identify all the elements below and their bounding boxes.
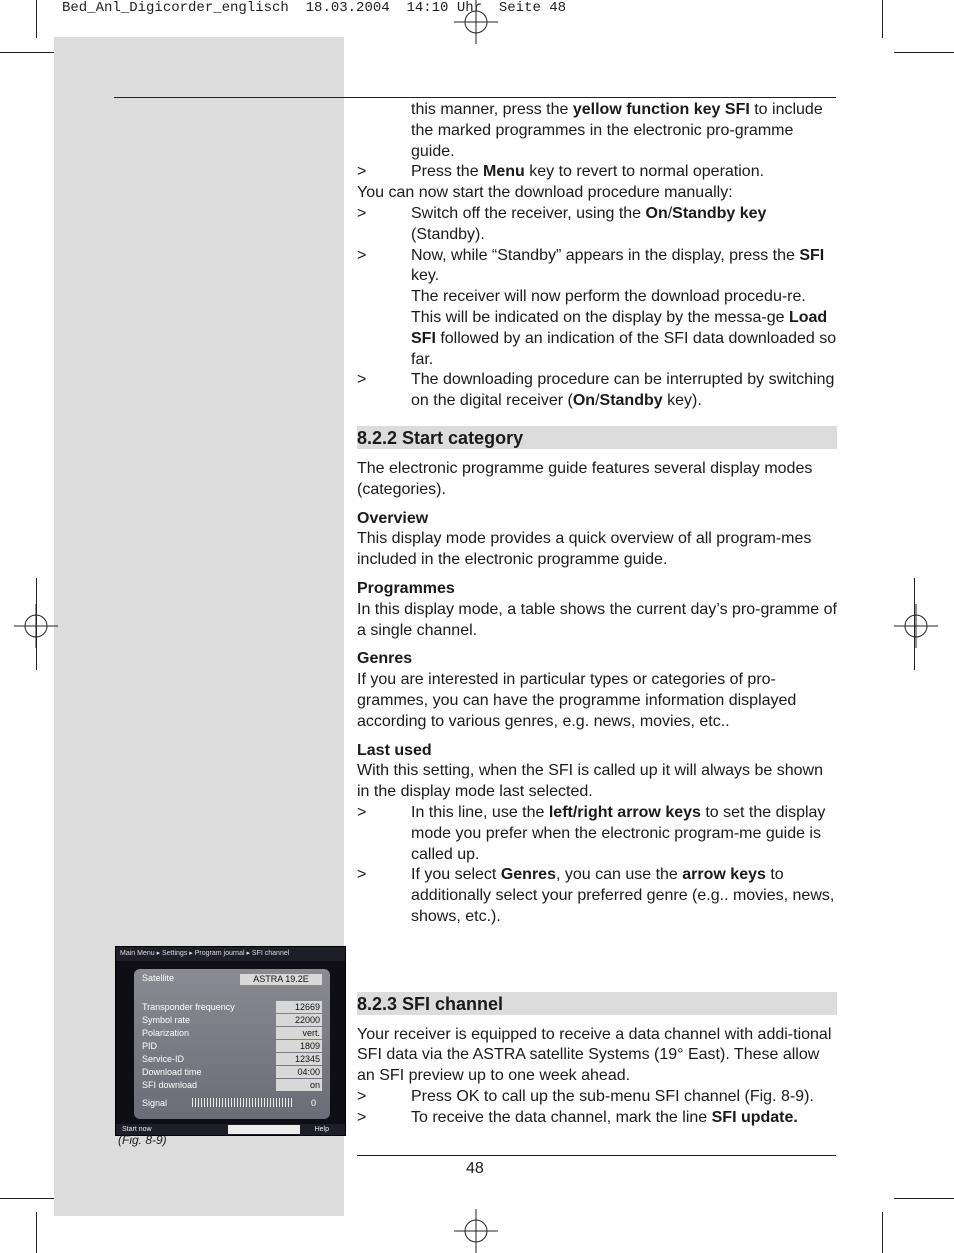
text: /: [667, 204, 673, 222]
breadcrumb: Main Menu ▸ Settings ▸ Program journal ▸ SFI channel: [116, 947, 346, 961]
paragraph: [357, 100, 837, 162]
text: If you select: [411, 866, 501, 884]
text: Now, while “Standby” appears in the display, press the: [411, 246, 800, 264]
text: (Standby).: [411, 225, 485, 243]
crop-mark: [36, 0, 37, 38]
settings-row: [142, 1040, 322, 1052]
paragraph: With this setting, when the SFI is called up it will always be shown in the display mode last selected.: [357, 762, 823, 801]
satellite-row: [142, 972, 322, 984]
bold-text: Genres: [500, 866, 556, 884]
list-item: [357, 162, 837, 183]
settings-row: [142, 1001, 322, 1013]
crop-mark: [0, 52, 54, 53]
signal-strength-bar: [192, 1098, 292, 1107]
crop-mark: [894, 1198, 954, 1199]
text: , you can use the: [555, 866, 683, 884]
bold-text: Standby key: [672, 204, 767, 222]
text: to include the marked programmes in the electronic pro-gramme guide.: [411, 101, 823, 160]
list-item: [357, 246, 837, 288]
text: key).: [662, 392, 702, 410]
row-label: Service-ID: [142, 1054, 185, 1064]
crop-mark: [914, 578, 915, 670]
bullet-marker: >: [357, 803, 367, 821]
bullet-marker: >: [357, 866, 367, 884]
row-label: Symbol rate: [142, 1015, 191, 1025]
bold-text: Load SFI: [411, 308, 828, 347]
row-value: 22000: [276, 1014, 322, 1026]
help-button: Help: [314, 1126, 329, 1133]
row-label: Transponder frequency: [142, 1002, 235, 1012]
bullet-marker: >: [357, 1088, 367, 1106]
paragraph: This display mode provides a quick overview of all program-mes included in the electronic programme guide.: [357, 530, 812, 569]
section-heading: 8.2.2 Start category: [357, 426, 837, 449]
text: key.: [411, 267, 440, 285]
settings-row: [142, 1014, 322, 1026]
bullet-marker: >: [357, 371, 367, 389]
page-number: 48: [466, 1160, 484, 1177]
row-label: Polarization: [142, 1028, 190, 1038]
bullet-marker: >: [357, 163, 367, 181]
text: Press the: [411, 163, 484, 181]
subheading: Genres: [357, 650, 413, 668]
text: Press OK to call up the sub-menu SFI channel (Fig. 8-9).: [411, 1088, 814, 1106]
bold-text: Standby: [599, 392, 663, 410]
main-text: [357, 100, 837, 1129]
bold-text: SFI update.: [711, 1108, 798, 1126]
text: To receive the data channel, mark the line: [411, 1108, 712, 1126]
list-item: [357, 865, 837, 927]
settings-row: [142, 1027, 322, 1039]
list-item: [357, 204, 837, 246]
text: In this line, use the: [411, 803, 549, 821]
crop-mark: [882, 1212, 883, 1253]
registration-mark-icon: [894, 604, 938, 648]
bullet-marker: >: [357, 246, 367, 264]
bold-text: On: [645, 204, 668, 222]
list-item: [357, 1087, 837, 1108]
registration-mark-icon: [454, 0, 498, 44]
registration-mark-icon: [454, 1209, 498, 1253]
subheading: Overview: [357, 509, 429, 527]
crop-mark: [36, 1212, 37, 1253]
signal-value: 0: [310, 1098, 316, 1108]
subheading: Last used: [357, 741, 432, 759]
text: /: [595, 392, 600, 410]
settings-panel: [134, 969, 330, 1119]
row-value: 12345: [276, 1053, 322, 1065]
bottom-rule: [357, 1155, 836, 1156]
text: this manner, press the: [411, 101, 573, 118]
row-label: PID: [142, 1041, 158, 1051]
section-heading: 8.2.3 SFI channel: [357, 992, 837, 1015]
crop-mark: [36, 578, 37, 670]
paragraph: [357, 287, 837, 370]
row-value: on: [276, 1079, 322, 1091]
bold-text: Menu: [483, 163, 525, 181]
settings-row: [142, 1066, 322, 1078]
row-label: SFI download: [142, 1080, 198, 1090]
row-value: vert.: [276, 1027, 322, 1039]
footer-highlight: [228, 1125, 300, 1134]
row-label: Download time: [142, 1067, 202, 1077]
bold-text: yellow function key SFI: [572, 101, 750, 118]
paragraph: You can now start the download procedure manually:: [357, 184, 733, 202]
bold-text: arrow keys: [682, 866, 766, 884]
figure-caption: (Fig. 8-9): [118, 1133, 167, 1147]
bold-text: SFI: [799, 246, 825, 264]
sfi-channel-screenshot: [115, 946, 346, 1136]
text: to set the display mode you prefer when the electronic program-me guide is called up.: [411, 803, 826, 863]
row-value: 12669: [276, 1001, 322, 1013]
list-item: [357, 1108, 837, 1129]
satellite-label: Satellite: [142, 973, 175, 983]
text: key to revert to normal operation.: [524, 163, 765, 181]
text: Switch off the receiver, using the: [411, 204, 646, 222]
paragraph: In this display mode, a table shows the current day’s pro-gramme of a single channel.: [357, 600, 837, 639]
signal-row: [142, 1097, 322, 1109]
paragraph: If you are interested in particular types or categories of pro-grammes, you can have the programme information displayed according to various genres, e.g. news, movies, etc..: [357, 671, 797, 730]
text: The receiver will now perform the download procedu-re. This will be indicated on the display by the messa-ge: [411, 288, 806, 326]
subheading: Programmes: [357, 579, 455, 597]
paragraph: The electronic programme guide features several display modes (categories).: [357, 459, 813, 498]
start-now-button: Start now: [122, 1126, 152, 1133]
row-value: 04:00: [276, 1066, 322, 1078]
bullet-marker: >: [357, 1108, 367, 1126]
bold-text: On: [572, 392, 596, 410]
text: to additionally select your preferred genre (e.g.. movies, news, shows, etc.).: [411, 866, 835, 925]
top-rule: [114, 97, 836, 98]
paragraph: Your receiver is equipped to receive a data channel with addi-tional SFI data via the ASTRA satellite Systems (19° East). These allow an SFI preview up to one week ahead.: [357, 1025, 832, 1085]
bullet-marker: >: [357, 204, 367, 222]
settings-row: [142, 1079, 322, 1091]
satellite-value: ASTRA 19.2E: [240, 974, 322, 985]
settings-row: [142, 1053, 322, 1065]
list-item: [357, 803, 837, 865]
crop-mark: [0, 1198, 54, 1199]
text: followed by an indication of the SFI data downloaded so far.: [411, 329, 837, 368]
print-header: Bed_Anl_Digicorder_englisch 18.03.2004 14:10 Uhr Seite 48: [62, 0, 567, 16]
bold-text: left/right arrow keys: [548, 803, 701, 821]
crop-mark: [894, 52, 954, 53]
text: The downloading procedure can be interrupted by switching on the digital receiver (: [411, 371, 835, 410]
list-item: [357, 370, 837, 412]
spacer: [357, 928, 837, 978]
signal-label: Signal: [142, 1098, 168, 1108]
row-value: 1809: [276, 1040, 322, 1052]
crop-mark: [882, 0, 883, 38]
